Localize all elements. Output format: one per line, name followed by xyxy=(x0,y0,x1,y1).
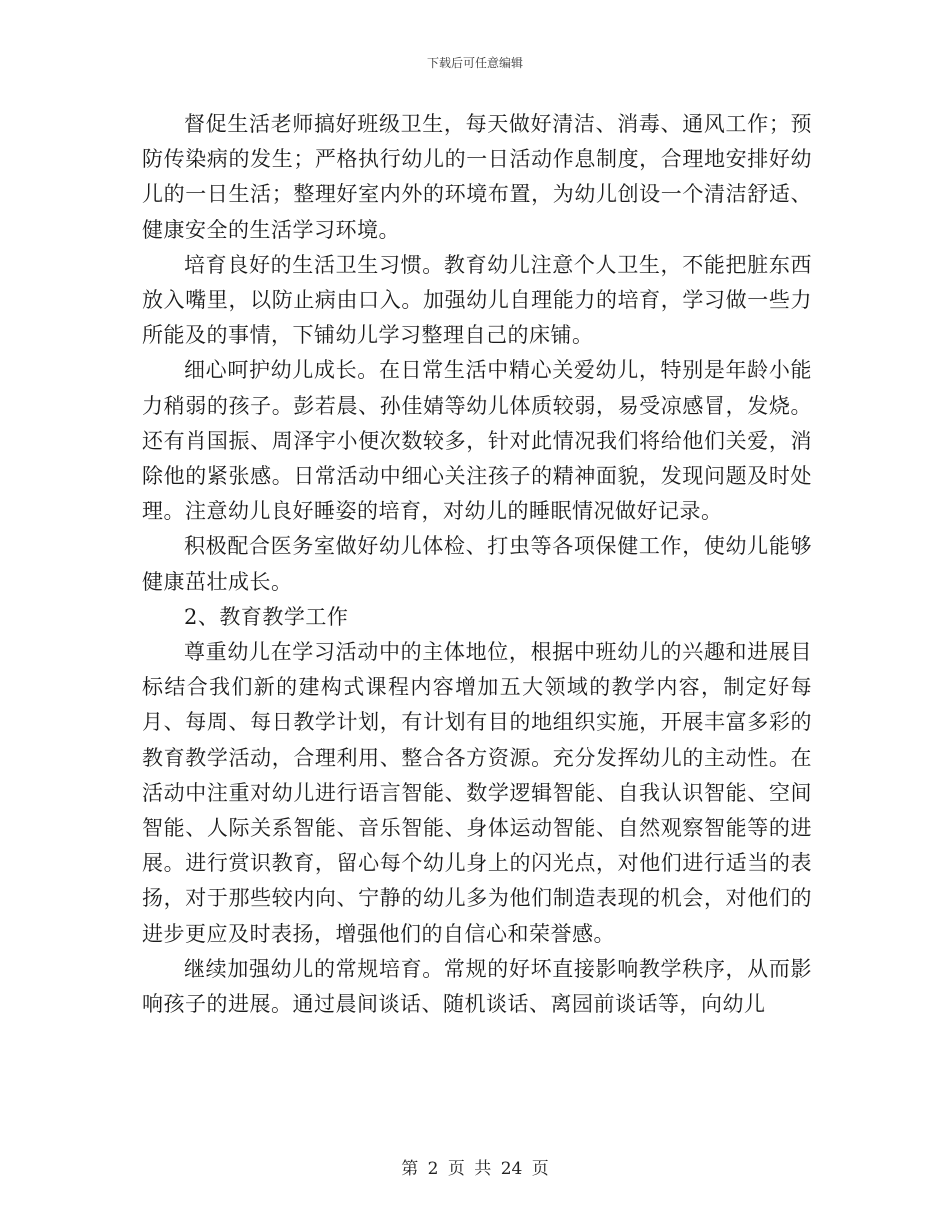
paragraph-routine: 继续加强幼儿的常规培育。常规的好坏直接影响教学秩序，从而影响孩子的进展。通过晨间谈话、随机谈话、离园前谈话等，向幼儿 xyxy=(142,956,812,1017)
paragraph-hygiene: 督促生活老师搞好班级卫生，每天做好清洁、消毒、通风工作；预防传染病的发生；严格执行幼儿的一日活动作息制度，合理地安排好幼儿的一日生活；整理好室内外的环境布置，为幼儿创设一个清洁舒适、健康安全的生活学习环境。 xyxy=(142,112,812,242)
paragraph-teaching: 尊重幼儿在学习活动中的主体地位，根据中班幼儿的兴趣和进展目标结合我们新的建构式课程内容增加五大领域的教学内容，制定好每月、每周、每日教学计划，有计划有目的地组织实施，开展丰富多彩的教育教学活动，合理利用、整合各方资源。充分发挥幼儿的主动性。在活动中注重对幼儿进行语言智能、数学逻辑智能、自我认识智能、空间智能、人际关系智能、音乐智能、身体运动智能、自然观察智能等的进展。进行赏识教育，留心每个幼儿身上的闪光点，对他们进行适当的表扬，对于那些较内向、宁静的幼儿多为他们制造表现的机会，对他们的进步更应及时表扬，增强他们的自信心和荣誉感。 xyxy=(142,640,812,946)
paragraph-habits: 培育良好的生活卫生习惯。教育幼儿注意个人卫生，不能把脏东西放入嘴里，以防止病由口入。加强幼儿自理能力的培育，学习做一些力所能及的事情，下铺幼儿学习整理自己的床铺。 xyxy=(142,252,812,348)
section-heading-teaching: 2、教育教学工作 xyxy=(184,604,349,629)
page-header: 下载后可任意编辑 xyxy=(426,56,523,70)
page-footer: 第 2 页 共 24 页 xyxy=(401,1159,549,1179)
document-body xyxy=(142,107,812,1022)
paragraph-health-checks: 积极配合医务室做好幼儿体检、打虫等各项保健工作，使幼儿能够健康茁壮成长。 xyxy=(142,534,812,594)
paragraph-care: 细心呵护幼儿成长。在日常生活中精心关爱幼儿，特别是年龄小能力稍弱的孩子。彭若晨、孙佳婧等幼儿体质较弱，易受凉感冒，发烧。还有肖国振、周泽宇小便次数较多，针对此情况我们将给他们关爱，消除他的紧张感。日常活动中细心关注孩子的精神面貌，发现问题及时处理。注意幼儿良好睡姿的培育，对幼儿的睡眠情况做好记录。 xyxy=(142,358,812,524)
